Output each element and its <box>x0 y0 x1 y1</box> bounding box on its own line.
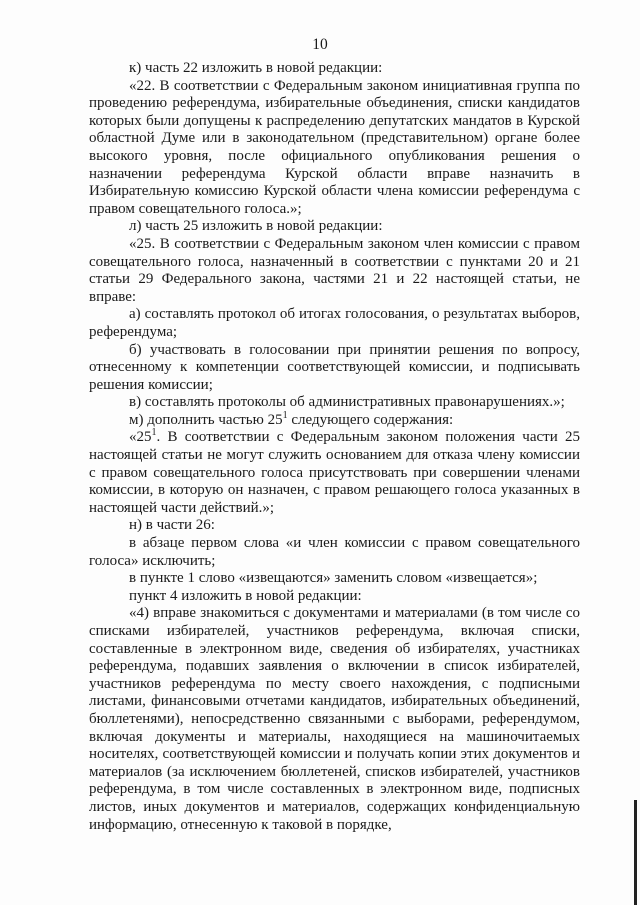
page-number: 10 <box>312 36 328 53</box>
paragraph-text: а) составлять протокол об итогах голосования, о результатах выборов, референдума; <box>89 306 580 340</box>
paragraph-text: . В соответствии с Федеральным законом положения части 25 настоящей статьи не могут служить основанием для отказа члену комиссии с правом совещательного голоса присутствовать при совершении членами комиссии, в которую он назначен, с правом решающего голоса указанных в настоящей части действий.»; <box>89 429 580 516</box>
paragraph-item-v <box>89 394 580 412</box>
paragraph-punkt-4 <box>89 588 580 606</box>
paragraph-punkt-1 <box>89 570 580 588</box>
paragraph-m <box>89 409 580 430</box>
paragraph-text: б) участвовать в голосовании при принятии решения по вопросу, отнесенному к компетенции соответствующей комиссии, и подписывать решения комиссии; <box>89 341 580 393</box>
paragraph-item-a <box>89 306 580 341</box>
paragraph-item-b <box>89 342 580 395</box>
paragraph-text: н) в части 26: <box>129 517 215 534</box>
paragraph-text: «4) вправе знакомиться с документами и материалами (в том числе со списками избирателей, участников референдума, включая списки, составленные в электронном виде, сведения об избирателях, участниках референдума, подавших заявления о включении в список избирателей, участников референдума по месту своего нахождения, с подписными листами, финансовыми отчетами кандидатов, избирательных объединений, бюллетенями), непосредственно связанными с выборами, референдумом, включая документы и материалы, находящиеся на машиночитаемых носителях, соответствующей комиссии и получать копии этих документов и материалов (за исключением бюллетеней, списков избирателей, участников референдума, в том числе составленных в электронном виде, подписных листов, иных документов и материалов, содержащих конфиденциальную информацию, отнесенную к таковой в порядке, <box>89 605 580 833</box>
document-body <box>89 60 580 834</box>
paragraph-text: «25 <box>129 429 152 446</box>
paragraph-item-4 <box>89 605 580 834</box>
paragraph-part-22 <box>89 78 580 219</box>
paragraph-abzac-first <box>89 535 580 570</box>
superscript: 1 <box>151 427 157 439</box>
scan-edge-mark <box>634 800 637 905</box>
paragraph-text: в) составлять протоколы об административных правонарушениях.»; <box>129 394 565 411</box>
paragraph-text: к) часть 22 изложить в новой редакции: <box>129 60 383 76</box>
paragraph-part-25-1 <box>89 429 580 517</box>
paragraph-text: пункт 4 изложить в новой редакции: <box>129 587 362 604</box>
superscript: 1 <box>282 409 288 421</box>
paragraph-part-25 <box>89 236 580 306</box>
paragraph-n <box>89 517 580 535</box>
paragraph-text: л) часть 25 изложить в новой редакции: <box>129 218 383 235</box>
paragraph-text: «25. В соответствии с Федеральным законом член комиссии с правом совещательного голоса, назначенный в соответствии с пунктами 20 и 21 статьи 29 Федерального закона, частями 21 и 22 настоящей статьи, не вправе: <box>89 235 580 305</box>
paragraph-text: в пункте 1 слово «извещаются» заменить словом «извещается»; <box>129 570 538 587</box>
paragraph-text: «22. В соответствии с Федеральным законом инициативная группа по проведению референдума, избирательные объединения, списки кандидатов которых были допущены к распределению депутатских мандатов в Курской областной Думе или в законодательном (представительном) органе более высокого уровня, после официального опубликования решения о назначении референдума Курской области вправе назначить в Избирательную комиссию Курской области члена комиссии референдума с правом совещательного голоса.»; <box>89 77 580 217</box>
paragraph-k <box>89 60 580 78</box>
paragraph-text: следующего содержания: <box>287 411 454 428</box>
paragraph-text: в абзаце первом слова «и член комиссии с правом совещательного голоса» исключить; <box>89 535 580 569</box>
paragraph-text: м) дополнить частью 25 <box>129 411 283 428</box>
paragraph-l <box>89 218 580 236</box>
